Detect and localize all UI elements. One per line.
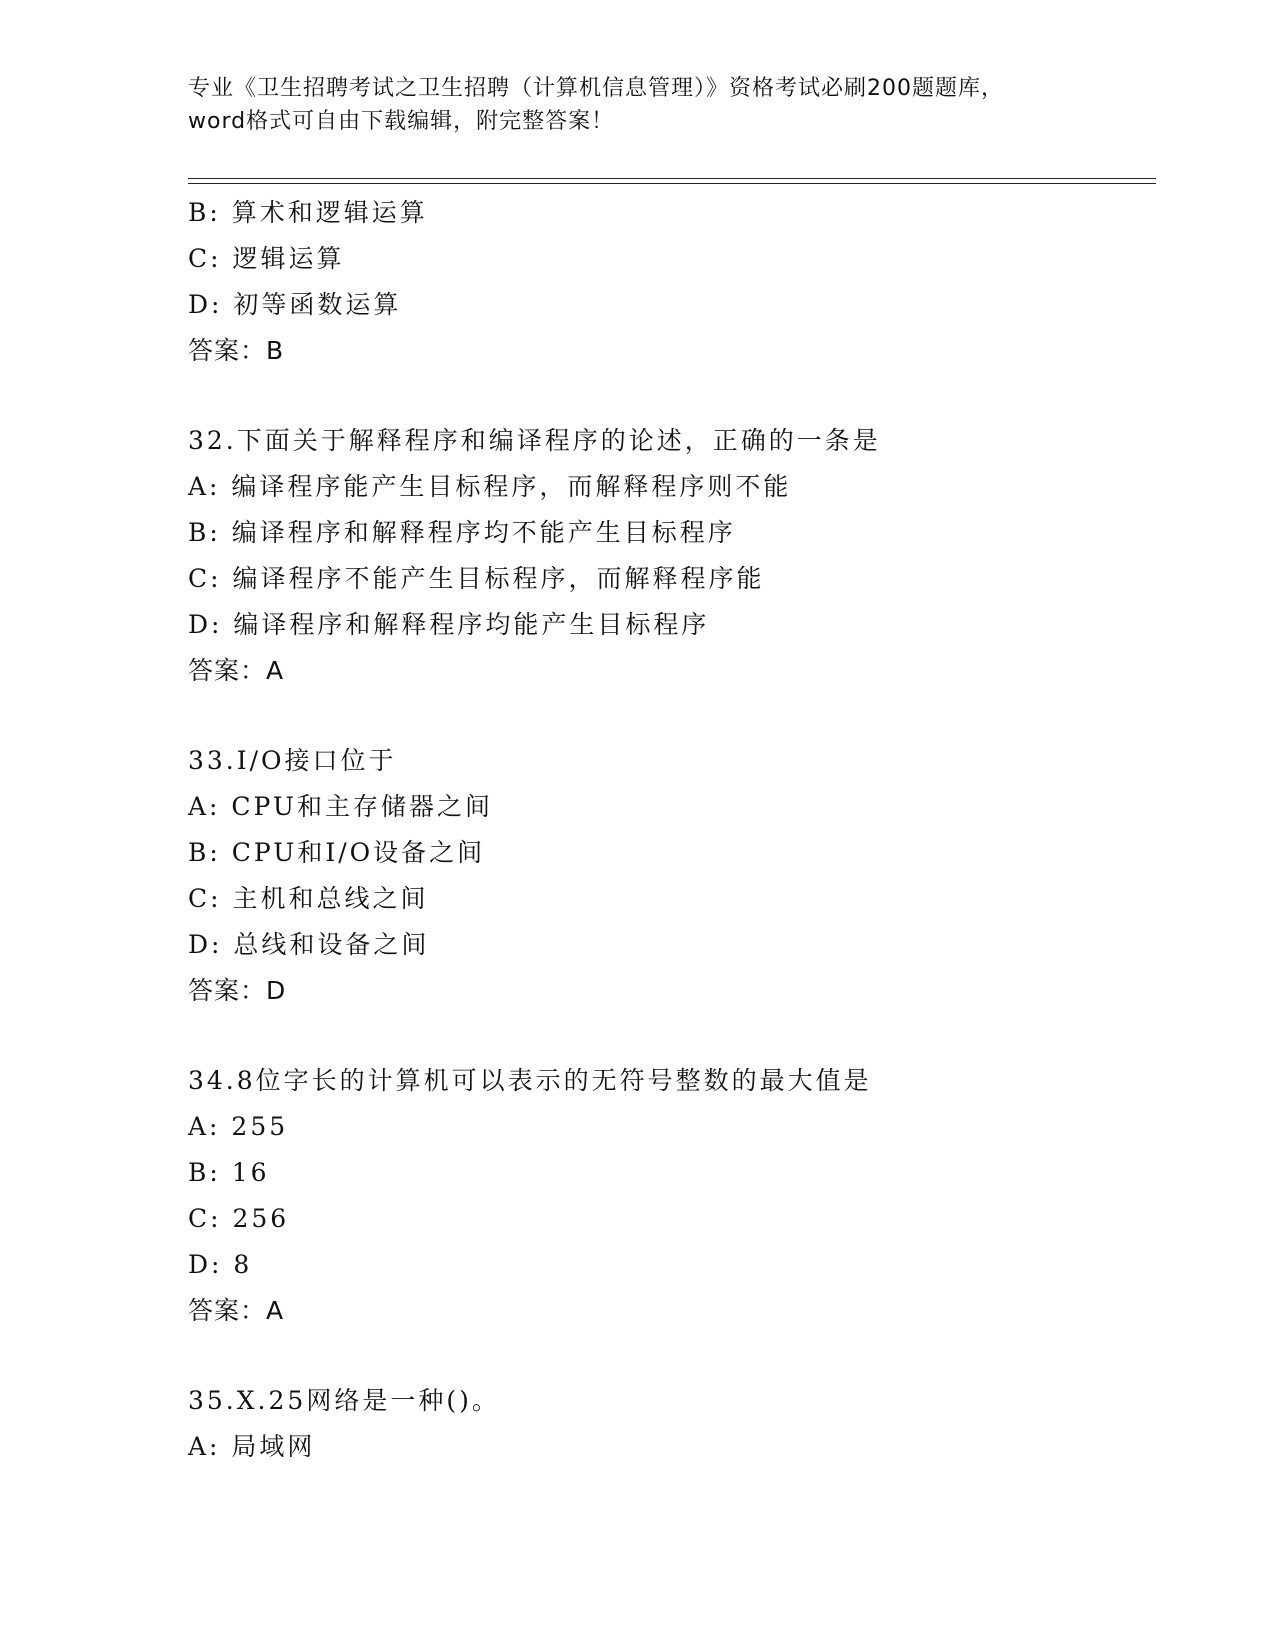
answer: 答案：A bbox=[188, 656, 285, 685]
option-b: B: 16 bbox=[188, 1158, 270, 1187]
question-31 bbox=[188, 190, 1148, 374]
option-c: C: 编译程序不能产生目标程序，而解释程序能 bbox=[188, 564, 765, 593]
option-d: D: 总线和设备之间 bbox=[188, 930, 430, 959]
header-line-2: word格式可自由下载编辑，附完整答案！ bbox=[188, 109, 615, 134]
option-d: D: 8 bbox=[188, 1250, 253, 1279]
question-text: 33.I/O接口位于 bbox=[188, 746, 397, 775]
option-c: C: 逻辑运算 bbox=[188, 244, 345, 273]
answer: 答案：D bbox=[188, 976, 287, 1005]
option-b: B: 算术和逻辑运算 bbox=[188, 198, 428, 227]
header-divider-top bbox=[188, 178, 1156, 179]
option-c: C: 256 bbox=[188, 1204, 290, 1233]
question-text: 34.8位字长的计算机可以表示的无符号整数的最大值是 bbox=[188, 1066, 872, 1095]
option-c: C: 主机和总线之间 bbox=[188, 884, 429, 913]
header-line-1: 专业《卫生招聘考试之卫生招聘（计算机信息管理）》资格考试必刷200题题库， bbox=[188, 76, 1004, 101]
option-a: A: 255 bbox=[188, 1112, 289, 1141]
option-a: A: 局域网 bbox=[188, 1432, 316, 1461]
question-32 bbox=[188, 418, 1148, 694]
option-d: D: 初等函数运算 bbox=[188, 290, 402, 319]
option-a: A: 编译程序能产生目标程序，而解释程序则不能 bbox=[188, 472, 792, 501]
question-list bbox=[188, 190, 1148, 1470]
option-b: B: CPU和I/O设备之间 bbox=[188, 838, 486, 867]
question-text: 32.下面关于解释程序和编译程序的论述，正确的一条是 bbox=[188, 426, 881, 455]
option-d: D: 编译程序和解释程序均能产生目标程序 bbox=[188, 610, 710, 639]
option-b: B: 编译程序和解释程序均不能产生目标程序 bbox=[188, 518, 736, 547]
question-34 bbox=[188, 1058, 1148, 1334]
question-text: 35.X.25网络是一种()。 bbox=[188, 1386, 500, 1415]
document-header bbox=[188, 72, 1088, 138]
question-35 bbox=[188, 1378, 1148, 1470]
header-divider-bottom bbox=[188, 183, 1156, 184]
answer: 答案：A bbox=[188, 1296, 285, 1325]
question-33 bbox=[188, 738, 1148, 1014]
option-a: A: CPU和主存储器之间 bbox=[188, 792, 494, 821]
answer: 答案：B bbox=[188, 336, 285, 365]
